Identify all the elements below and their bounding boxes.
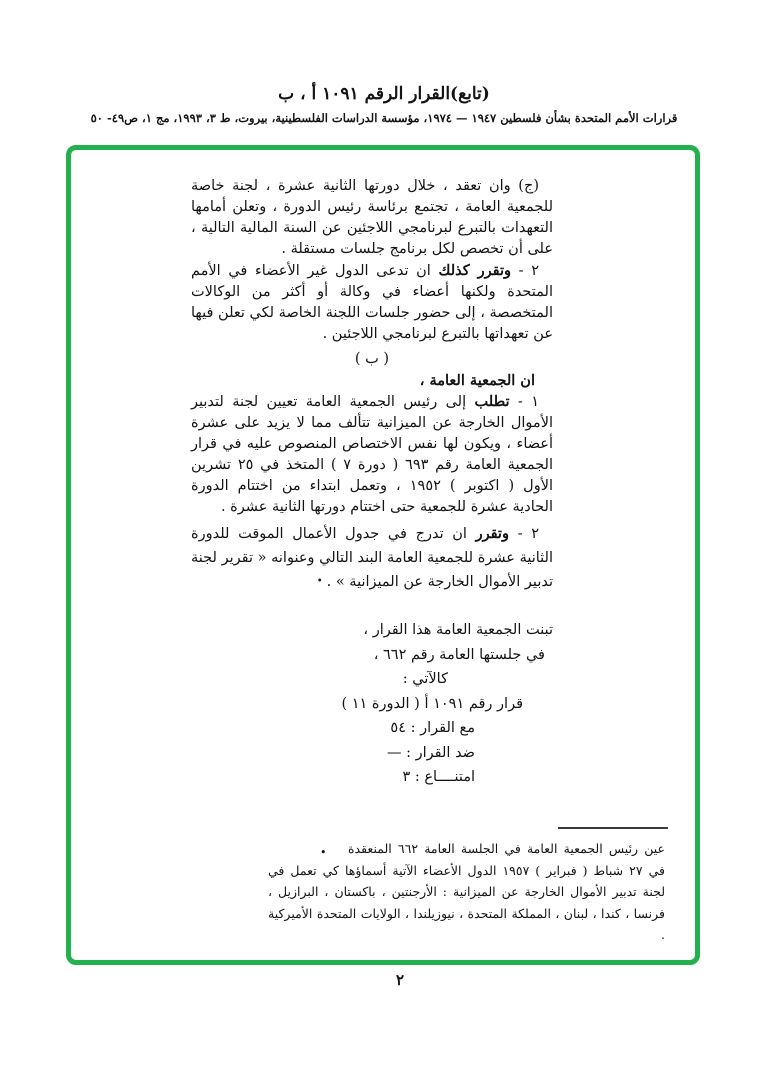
paragraph-2b-num: ٢ - [508,526,539,542]
adoption-block [191,618,553,790]
paragraph-2a [191,260,553,345]
paragraph-1b-num: ١ - [509,394,539,410]
section-heading-b: ( ب ) [354,351,390,367]
paragraph-2b-bold: وتقرر [475,525,509,542]
vote-abstain-row [191,765,553,790]
vote-against-value: — [387,744,402,761]
vote-for-row [191,716,553,741]
page-number: ٢ [395,971,405,989]
adoption-line-3: كالآتي : [402,671,448,687]
vote-against-row [191,741,553,766]
adoption-line-2: في جلستها العامة رقم ٦٦٢ ، [373,646,545,663]
footnote-reference-marker: • [316,576,323,587]
paragraph-2a-text: ان تدعى الدول غير الأعضاء في الأمم المتحدة ولكنها أعضاء في وكالة أو أكثر من الوكالات المتخصصة ، إلى حضور جلسات اللجنة الخاصة لكي تعلن فيها عن تعهداتها بالتبرع لبرنامجي اللاجئين . [191,263,553,342]
paragraph-1b-bold: تطلب [474,393,510,410]
resolution-title: (تابع)القرار الرقم ١٠٩١ أ ، ب [278,84,490,104]
vote-abstain-label: امتنــــاع : [414,769,475,785]
paragraph-1b [191,391,553,518]
paragraph-2a-bold: وتقرر كذلك [438,262,512,279]
paragraph-c-lead: (ج) [510,178,539,194]
footnote [268,838,665,946]
page-header [0,84,768,125]
paragraph-2b [191,522,553,594]
adoption-line-1: تبنت الجمعية العامة هذا القرار ، [363,622,553,638]
paragraph-2a-num: ٢ - [511,263,540,279]
assembly-opening: ان الجمعية العامة ، [419,372,535,389]
paragraph-c-text: وان تعقد ، خلال دورتها الثانية عشرة ، لجنة خاصة للجمعية العامة ، تجتمع برئاسة رئيس الدورة ، وتعلن أمامها التعهدات بالتبرع لبرنامجي اللاجئين عن السنة المالية التالية ، على أن تخصص لكل برنامج جلسات مستقلة . [191,178,553,257]
footnote-bullet: • [320,846,327,859]
paragraph-2b-text: ان تدرج في جدول الأعمال الموقت للدورة الثانية عشرة للجمعية العامة البند التالي وعنوانه « تقرير لجنة تدبير الأموال الخارجة عن الميزانية » . [191,526,553,590]
vote-abstain-value: ٣ [402,769,411,785]
vote-for-value: ٥٤ [390,720,406,736]
vote-for-label: مع القرار : [410,720,475,736]
body-text [191,176,553,594]
vote-resolution-line: قرار رقم ١٠٩١ أ ( الدورة ١١ ) [341,695,523,712]
source-citation: قرارات الأمم المتحدة بشأن فلسطين ١٩٤٧ — ١٩٧٤، مؤسسة الدراسات الفلسطينية، بيروت، ط ٣، ١٩٩٣، مج ١، ص٤٩- ٥٠ [90,111,678,125]
paragraph-1b-text: إلى رئيس الجمعية العامة تعيين لجنة لتدبير الأموال الخارجة عن الميزانية تتألف مما لا يزيد على عشرة أعضاء ، ويكون لها نفس الاختصاص المنصوص عليه في قرار الجمعية العامة رقم ٦٩٣ ( دورة ٧ ) المتخذ في ٢٥ تشرين الأول ( اكتوبر ) ١٩٥٢ ، وتعمل ابتداء من اختتام الدورة الحادية عشرة للجمعية حتى اختتام دورتها الثانية عشرة . [191,394,554,515]
footnote-rule [558,827,668,829]
content-frame [66,145,700,965]
footnote-text: عين رئيس الجمعية العامة في الجلسة العامة ٦٦٢ المنعقدة في ٢٧ شباط ( فبراير ) ١٩٥٧ الدول الأعضاء الآتية أسماؤها كي تعمل في لجنة تدبير الأموال الخارجة عن الميزانية : الأرجنتين ، باكستان ، البرازيل ، فرنسا ، كندا ، لبنان ، المملكة المتحدة ، نيوزيلندا ، الولايات المتحدة الأميركية . [268,841,665,942]
paragraph-c [191,176,553,260]
vote-against-label: ضد القرار : [406,744,475,761]
